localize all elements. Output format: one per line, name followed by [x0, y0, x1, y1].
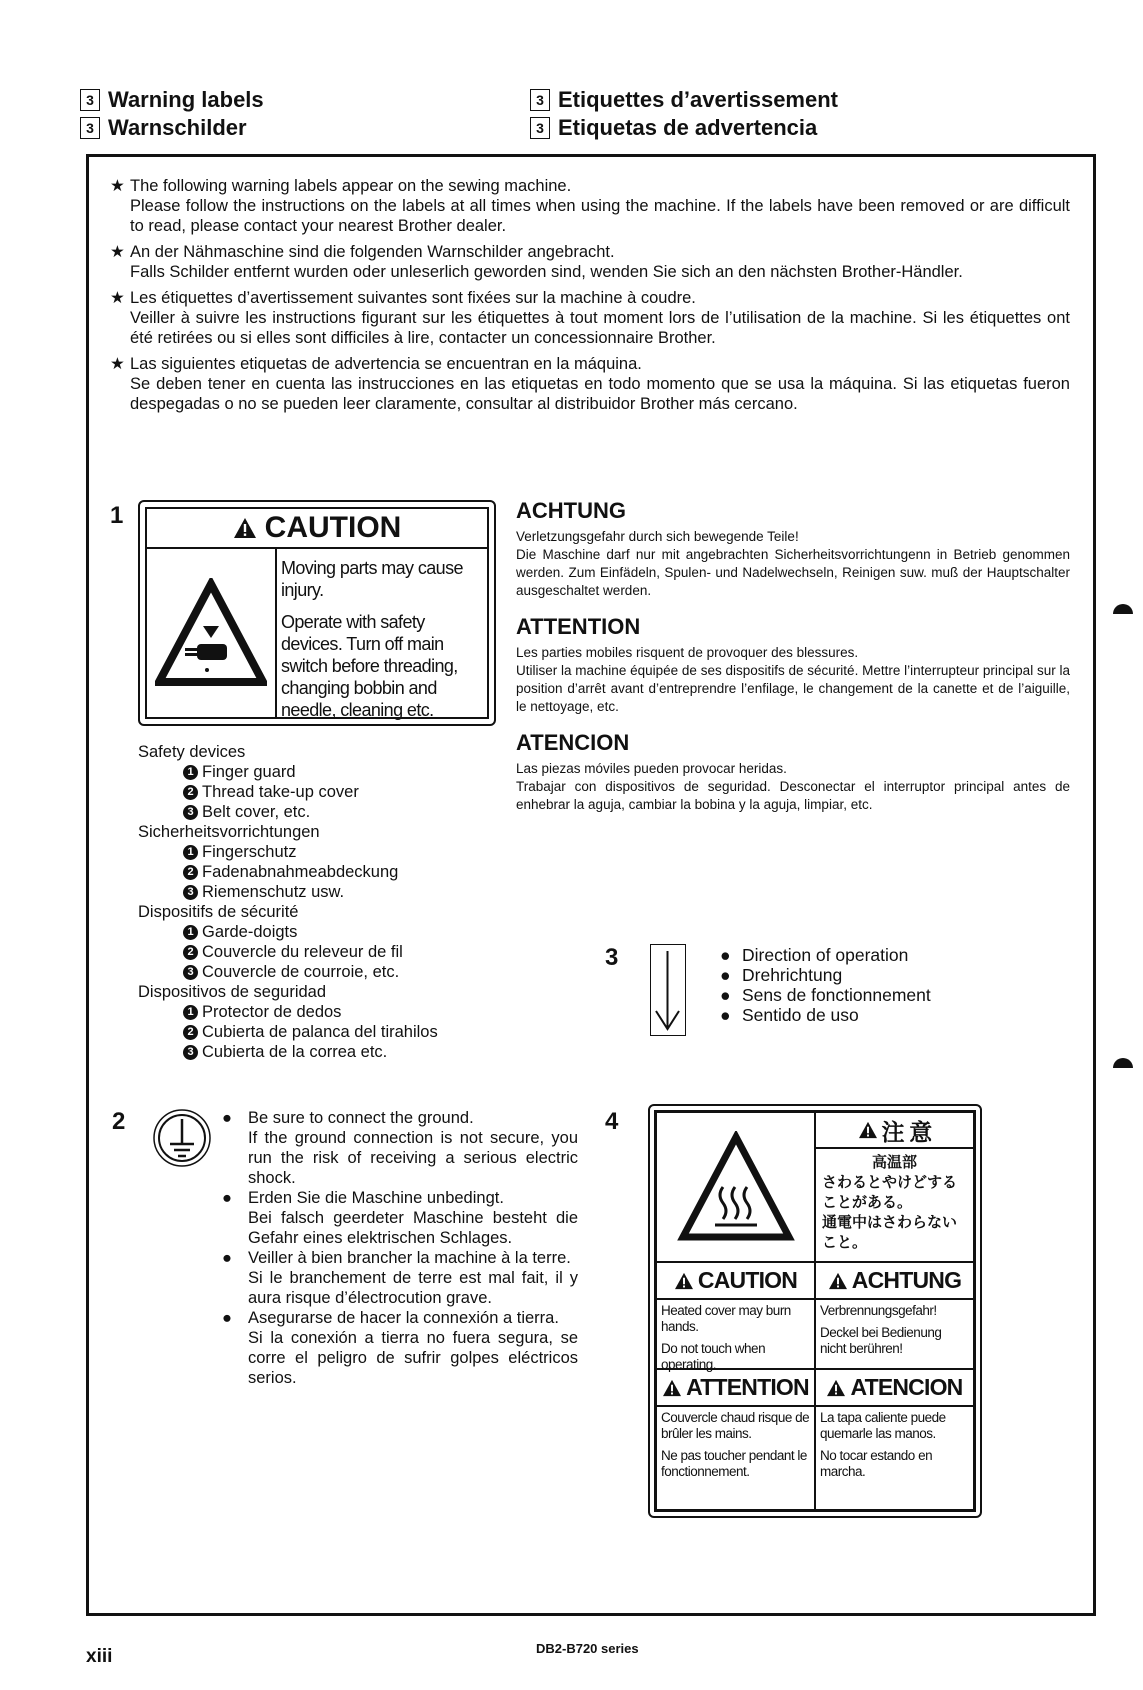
attention-text [656, 1406, 815, 1510]
bullet-icon: ● [222, 1249, 232, 1267]
header-title-2 [80, 114, 264, 142]
item-body: Si le branchement de terre est mal fait, il y aura risque d’électrocution grave. [248, 1269, 578, 1307]
caution-text [656, 1299, 815, 1372]
bullet-icon: ● [720, 985, 731, 1005]
star-icon: ★ [110, 355, 125, 373]
section-line: Las piezas móviles pueden provocar heridas. [516, 761, 787, 776]
text-line: Couvercle chaud risque de brûler les mains. [661, 1410, 810, 1441]
hot-surface-icon [656, 1112, 815, 1262]
item-text: Riemenschutz usw. [202, 883, 345, 901]
intro-de [110, 242, 1070, 282]
list-item [138, 802, 438, 822]
circle-number: 2 [183, 1025, 198, 1040]
intro-line: Las siguientes etiquetas de advertencia se encuentran en la máquina. [130, 355, 642, 373]
intro-es [110, 354, 1070, 414]
list-item [138, 1002, 438, 1022]
item-text: Couvercle du releveur de fil [202, 943, 403, 961]
header-title-3 [530, 86, 838, 114]
caution-text-instructions: Operate with safety devices. Turn off main switch before threading, changing bobbin and needle, cleaning etc. [281, 612, 458, 720]
ground-instructions [222, 1108, 578, 1388]
intro-line: Falls Schilder entfernt wurden oder unleserlich geworden sind, wenden Sie sich an den nächsten Brother-Händler. [130, 263, 963, 281]
item-text: Sens de fonctionnement [742, 985, 931, 1005]
intro-en [110, 176, 1070, 236]
jp-line: ことがある。 [822, 1194, 913, 1211]
star-icon: ★ [110, 243, 125, 261]
item-text: Cubierta de palanca del tirahilos [202, 1023, 438, 1041]
warning-triangle-icon [828, 1272, 848, 1290]
header-right [530, 86, 838, 142]
header-text: Warning labels [108, 87, 264, 112]
page-number: xiii [86, 1646, 113, 1667]
intro-line: Please follow the instructions on the labels at all times when using the machine. If the labels have been removed or are difficult to read, please contact your nearest Brother dealer. [130, 197, 1070, 235]
label-number-4: 4 [605, 1108, 619, 1135]
warning-triangle-icon [662, 1379, 682, 1397]
item-text: Cubierta de la correa etc. [202, 1043, 388, 1061]
warning-triangle-icon [674, 1272, 694, 1290]
label1-translations [516, 498, 1070, 814]
star-icon: ★ [110, 289, 125, 307]
attention-heading [656, 1369, 815, 1406]
heading-text: CAUTION [697, 1267, 798, 1293]
section-line: Trabajar con dispositivos de seguridad. Desconectar el interruptor principal antes de enhebrar la aguja, cambiar la bobina y la aguja, limpiar, etc. [516, 779, 1070, 812]
list-item [138, 1042, 438, 1062]
item-body: Si la conexión a tierra no fuera segura, se corre el peligro de sufrir golpes eléctricos serios. [248, 1329, 578, 1387]
jp-line: こと。 [822, 1234, 868, 1251]
item-text: Direction of operation [742, 945, 909, 965]
bullet-icon: ● [222, 1109, 232, 1127]
atencion-heading [815, 1369, 974, 1406]
heading-text: ATTENTION [686, 1374, 809, 1400]
section-line: Die Maschine darf nur mit angebrachten Sicherheitsvorrichtungenn in Betrieb genommen werden. Zum Einfädeln, Spulen- und Nadelwechseln, Reinigen suw. muß der Hauptschalter ausgeschaltet werden. [516, 547, 1070, 598]
section-line: Les parties mobiles risquent de provoquer des blessures. [516, 645, 859, 660]
item-body: If the ground connection is not secure, you run the risk of receiving a serious electric shock. [248, 1129, 578, 1187]
section-attention [516, 614, 1070, 716]
label-number-3: 3 [605, 944, 619, 971]
list-item [138, 1022, 438, 1042]
text-line: No tocar estando en marcha. [820, 1448, 933, 1479]
item-head: Veiller à bien brancher la machine à la terre. [248, 1249, 571, 1267]
header-text: Warnschilder [108, 115, 247, 140]
item-text: Finger guard [202, 763, 296, 781]
intro-line: An der Nähmaschine sind die folgenden Warnschilder angebracht. [130, 243, 615, 261]
warning-triangle-icon [826, 1379, 846, 1397]
list-item [720, 945, 931, 965]
header-num: 3 [530, 117, 550, 139]
section-heading: ATENCION [516, 730, 630, 755]
heading-text: ACHTUNG [851, 1267, 962, 1293]
header-num: 3 [80, 117, 100, 139]
circle-number: 2 [183, 865, 198, 880]
jp-line: さわるとやけどする [822, 1174, 958, 1191]
ground-icon [150, 1106, 214, 1175]
series-name: DB2-B720 series [536, 1641, 639, 1656]
intro-line: Veiller à suivre les instructions figurant sur les étiquettes à tout moment lors de l’utilisation de la machine. Si les étiquettes ont été retirées ou si elles sont difficiles à lire, contacter un concessionnaire Brother. [130, 309, 1070, 347]
text-line: Ne pas toucher pendant le fonctionnement. [661, 1448, 807, 1479]
achtung-text [815, 1299, 974, 1369]
list-item [138, 842, 438, 862]
heated-cover-label [648, 1104, 982, 1518]
list-item [222, 1248, 578, 1308]
item-text: Belt cover, etc. [202, 803, 311, 821]
header-title-1 [80, 86, 264, 114]
section-atencion [516, 730, 1070, 814]
list-item [138, 762, 438, 782]
circle-number: 3 [183, 885, 198, 900]
page-tab-mark [1113, 604, 1133, 614]
page-tab-mark [1113, 1058, 1133, 1068]
item-head: Asegurarse de hacer la connexión a tierra. [248, 1309, 559, 1327]
list-item [138, 862, 438, 882]
label-number-2: 2 [112, 1108, 126, 1135]
section-line: Verletzungsgefahr durch sich bewegende Teile! [516, 529, 799, 544]
circle-number: 1 [183, 765, 198, 780]
bullet-icon: ● [720, 1005, 731, 1025]
jp-title-text: 注 意 [881, 1118, 932, 1145]
item-text: Fadenabnahmeabdeckung [202, 863, 399, 881]
list-item [222, 1188, 578, 1248]
list-item [138, 942, 438, 962]
safety-devices-list [138, 742, 438, 1062]
caution-text-moving-parts: Moving parts may cause injury. [281, 558, 463, 600]
safety-group-title: Safety devices [138, 743, 246, 761]
text-line: Deckel bei Bedienung nicht berühren! [820, 1325, 942, 1356]
item-body: Bei falsch geerdeter Maschine besteht die Gefahr eines elektrischen Schlages. [248, 1209, 578, 1247]
caution-title-text: CAUTION [264, 511, 402, 544]
atencion-text [815, 1406, 974, 1510]
heading-text: ATENCION [850, 1374, 963, 1400]
intro-line: The following warning labels appear on the sewing machine. [130, 177, 572, 195]
label-number-1: 1 [110, 502, 124, 529]
intro-line: Les étiquettes d’avertissement suivantes sont fixées sur la machine à coudre. [130, 289, 696, 307]
circle-number: 1 [183, 1005, 198, 1020]
bullet-icon: ● [720, 945, 731, 965]
list-item [720, 1005, 931, 1025]
header-num: 3 [80, 89, 100, 111]
warning-triangle-icon [233, 517, 257, 539]
list-item [138, 922, 438, 942]
direction-list [720, 945, 931, 1025]
direction-arrow-icon [650, 944, 686, 1036]
caution-label-moving-parts [138, 500, 496, 726]
header-num: 3 [530, 89, 550, 111]
safety-group-title: Sicherheitsvorrichtungen [138, 823, 320, 841]
item-head: Erden Sie die Maschine unbedingt. [248, 1189, 504, 1207]
section-heading: ACHTUNG [516, 498, 626, 523]
text-line: La tapa caliente puede quemarle las manos. [820, 1410, 946, 1441]
header-left [80, 86, 264, 142]
circle-number: 1 [183, 845, 198, 860]
bullet-icon: ● [222, 1189, 232, 1207]
list-item [720, 965, 931, 985]
circle-number: 3 [183, 1045, 198, 1060]
circle-number: 2 [183, 945, 198, 960]
intro-text [110, 176, 1070, 420]
jp-line: 高温部 [871, 1154, 917, 1171]
jp-warning [815, 1112, 974, 1262]
intro-line: Se deben tener en cuenta las instrucciones en las etiquetas en todo momento que se usa la máquina. Si las etiquetas fueron despegadas o no se pueden leer claramente, consultar al distribuidor Brother más cercano. [130, 375, 1070, 413]
section-achtung [516, 498, 1070, 600]
list-item [138, 782, 438, 802]
circle-number: 2 [183, 785, 198, 800]
circle-number: 3 [183, 965, 198, 980]
list-item [222, 1308, 578, 1388]
item-text: Fingerschutz [202, 843, 297, 861]
hand-injury-icon [147, 549, 277, 717]
jp-line: 通電中はさわらない [822, 1214, 958, 1231]
safety-group-title: Dispositifs de sécurité [138, 903, 299, 921]
item-text: Protector de dedos [202, 1003, 342, 1021]
bullet-icon: ● [720, 965, 731, 985]
star-icon: ★ [110, 177, 125, 195]
text-line: Verbrennungsgefahr! [820, 1303, 937, 1318]
item-text: Garde-doigts [202, 923, 298, 941]
item-head: Be sure to connect the ground. [248, 1109, 474, 1127]
jp-title [816, 1113, 973, 1149]
text-line: Heated cover may burn hands. [661, 1303, 791, 1334]
header-text: Etiquetas de advertencia [558, 115, 818, 140]
achtung-heading [815, 1262, 974, 1299]
list-item [138, 882, 438, 902]
item-text: Couvercle de courroie, etc. [202, 963, 400, 981]
item-text: Sentido de uso [742, 1005, 859, 1025]
item-text: Drehrichtung [742, 965, 843, 985]
list-item [720, 985, 931, 1005]
intro-fr [110, 288, 1070, 348]
safety-group-title: Dispositivos de seguridad [138, 983, 327, 1001]
bullet-icon: ● [222, 1309, 232, 1327]
list-item [138, 962, 438, 982]
circle-number: 3 [183, 805, 198, 820]
text-line: Do not touch when operating. [661, 1341, 766, 1372]
section-heading: ATTENTION [516, 614, 641, 639]
caution-title [147, 509, 487, 549]
section-line: Utiliser la machine équipée de ses dispositifs de sécurité. Mettre l’interrupteur principal sur la position d’arrêt avant d’entreprendre l’enfilage, le changement de la canette et de l’aiguille, le nettoyage, etc. [516, 663, 1070, 714]
circle-number: 1 [183, 925, 198, 940]
header-text: Etiquettes d’avertissement [558, 87, 838, 112]
header-title-4 [530, 114, 838, 142]
warning-triangle-icon [858, 1121, 878, 1139]
caution-heading [656, 1262, 815, 1299]
list-item [222, 1108, 578, 1188]
item-text: Thread take-up cover [202, 783, 359, 801]
